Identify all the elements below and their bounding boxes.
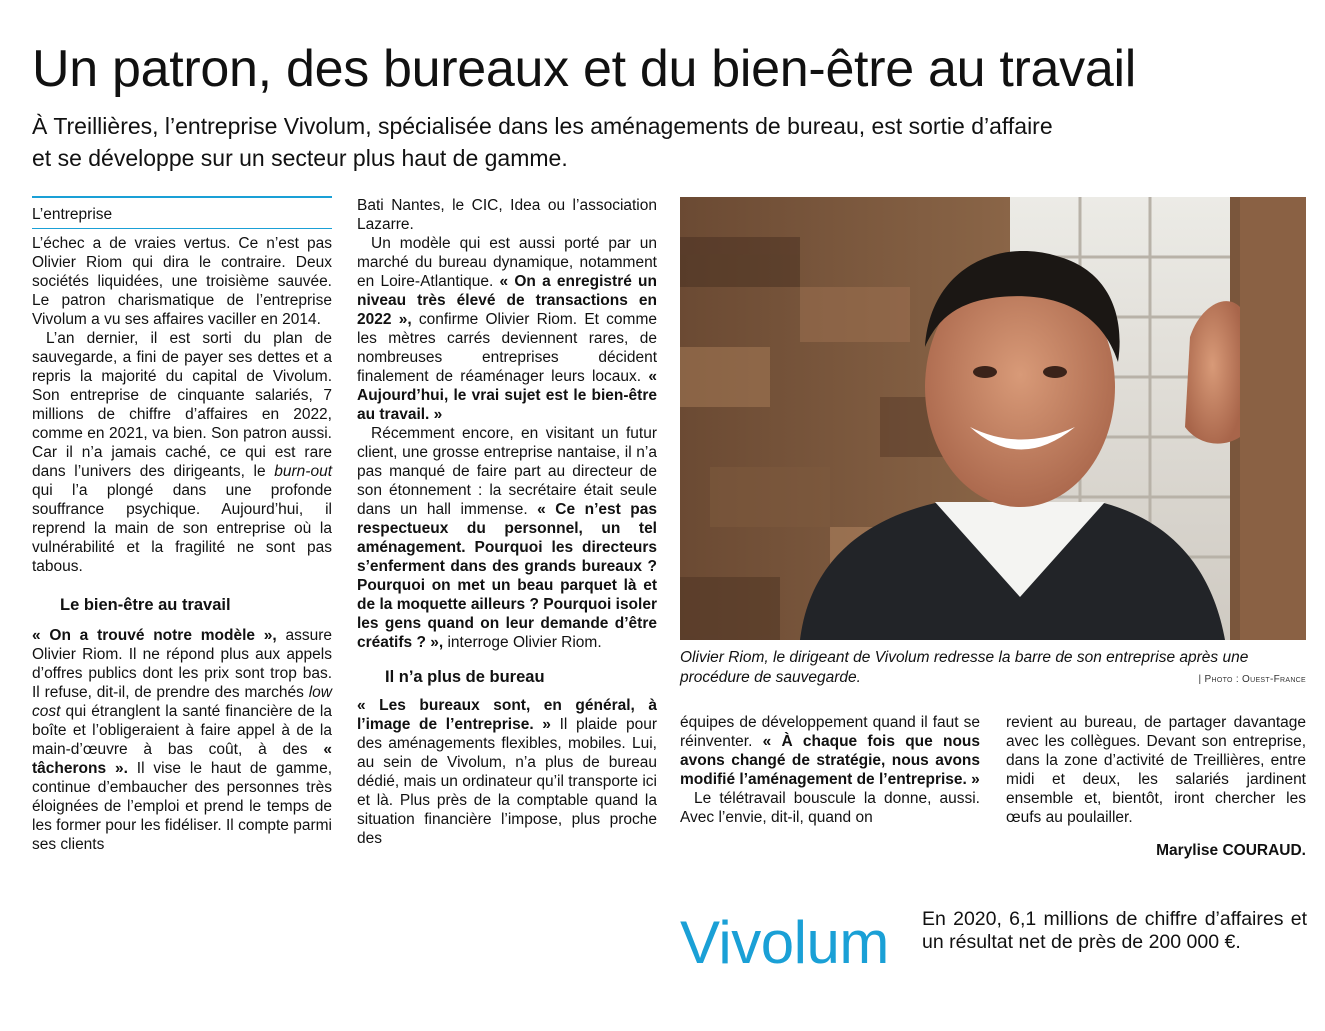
author-signature: Marylise COURAUD. — [1156, 842, 1306, 859]
subhead: Le bien-être au travail — [60, 596, 231, 614]
paragraph: Récemment encore, en visitant un futur client, une grosse entreprise nantaise, il n’a pas manqué de faire part au directeur de son étonnement : la secrétaire était seule dans un hall immense. « Ce n’est pas respectueux du personnel, un tel aménagement. Pourquoi les directeurs s’enferment dans des grands bureaux ? Pourquoi on met un beau parquet là et de la moquette ailleurs ? Pourquoi isoler les gens quand on leur demande d’être créatifs ? », interroge Olivier Riom. — [357, 425, 657, 651]
factbox-text: En 2020, 6,1 millions de chiffre d’affaires et un résultat net de près de 200 000 €. — [922, 908, 1307, 953]
kicker: L’entreprise — [32, 206, 113, 223]
lede-line-2: et se développe sur un secteur plus haut de gamme. — [32, 145, 568, 171]
factbox-brand: Vivolum — [680, 909, 889, 976]
paragraph: L’an dernier, il est sorti du plan de sauvegarde, a fini de payer ses dettes et a repris la majorité du capital de Vivolum. Son entreprise de cinquante salariés, 7 millions de chiffre d’affaires en 2022, comme en 2021, va bien. Son patron aussi. Car il n’a jamais caché, ce qui est rare dans l’univers des dirigeants, le burn-out qui l’a plongé dans une profonde souffrance psychique. Aujourd’hui, il reprend la main de son entreprise où la vulnérabilité et la fragilité ne sont pas tabous. — [32, 330, 332, 575]
photo-caption: Olivier Riom, le dirigeant de Vivolum redresse la barre de son entreprise après une procédure de sauvegarde. — [680, 649, 1249, 686]
article-column-2 — [357, 196, 657, 848]
kicker-rule-top — [32, 196, 332, 198]
paragraph: équipes de développement quand il faut se réinventer. « À chaque fois que nous avons changé de stratégie, nous avons modifié l’aménagement de l’entreprise. » — [680, 714, 981, 788]
article-column-3 — [680, 713, 980, 827]
paragraph: Le télétravail bouscule la donne, aussi. Avec l’envie, dit-il, quand on — [680, 790, 980, 826]
article-column-4 — [1006, 713, 1306, 827]
kicker-rule-bottom — [32, 228, 332, 229]
paragraph: Bati Nantes, le CIC, Idea ou l’association Lazarre. — [357, 197, 657, 233]
paragraph: Un modèle qui est aussi porté par un marché du bureau dynamique, notamment en Loire-Atlantique. « On a enregistré un niveau très élevé de transactions en 2022 », confirme Olivier Riom. Et comme les mètres carrés deviennent rares, de nombreuses entreprises décident finalement de réaménager leurs locaux. « Aujourd’hui, le vrai sujet est le bien-être au travail. » — [357, 235, 657, 423]
headline: Un patron, des bureaux et du bien-être au travail — [32, 40, 1136, 98]
lede — [32, 110, 1232, 174]
portrait-photo — [680, 197, 1306, 640]
photo-credit: | Photo : Ouest-France — [1198, 674, 1306, 685]
paragraph: « On a trouvé notre modèle », assure Olivier Riom. Il ne répond plus aux appels d’offres publics dont les prix sont trop bas. Il refuse, dit-il, de prendre des marchés low cost qui étranglent la santé financière de la boîte et l’obligeraient à faire appel à de la main-d’œuvre à bas coût, à des « tâcherons ». Il vise le haut de gamme, continue d’embaucher des personnes très éloignées de l’emploi et prend le temps de les former pour les fidéliser. Il compte parmi ses clients — [32, 627, 333, 853]
paragraph: « Les bureaux sont, en général, à l’image de l’entreprise. » Il plaide pour des aménagements flexibles, mobiles. Lui, au sein de Vivolum, n’a plus de bureau dédié, mais un ordinateur qu’il transporte ici et là. Plus près de la comptable quand la situation financière l’impose, plus proche des — [357, 697, 657, 847]
subhead: Il n’a plus de bureau — [385, 668, 545, 686]
paragraph: L’échec a de vraies vertus. Ce n’est pas Olivier Riom qui dira le contraire. Deux sociétés liquidées, une troisième sauvée. Le patron charismatique de l’entreprise Vivolum a vu ses affaires vaciller en 2014. — [32, 235, 332, 328]
lede-line-1: À Treillières, l’entreprise Vivolum, spécialisée dans les aménagements de bureau, est sortie d’affaire — [32, 113, 1053, 139]
article-column-1 — [32, 234, 332, 854]
portrait-photo-image — [680, 197, 1306, 640]
paragraph: revient au bureau, de partager davantage avec les collègues. Devant son entreprise, dans la zone d’activité de Treillières, entre midi et deux, les salariés jardinent ensemble et, bientôt, iront chercher les œufs au poulailler. — [1006, 714, 1306, 826]
